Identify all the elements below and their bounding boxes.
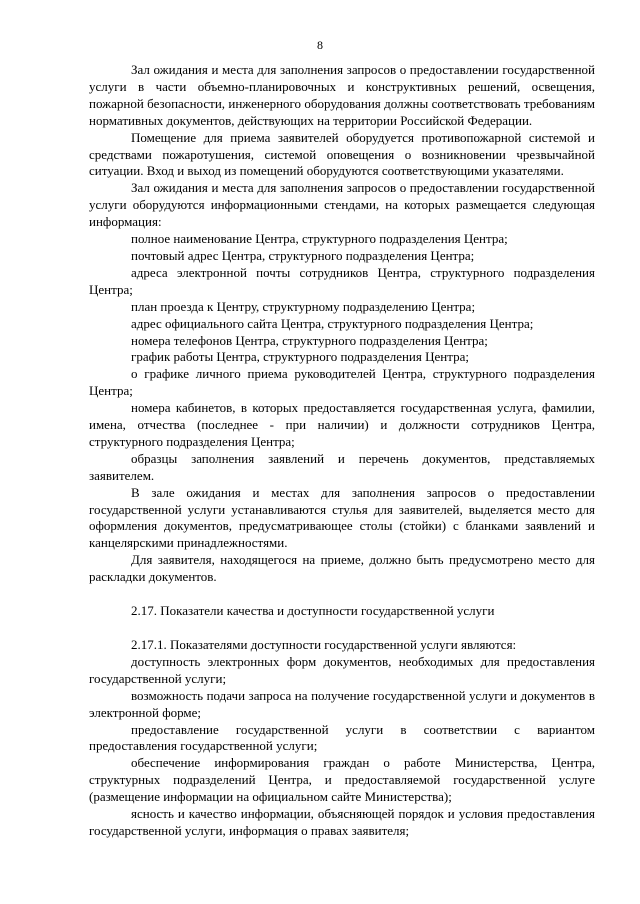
page-number: 8 — [317, 38, 323, 52]
list-item: возможность подачи запроса на получение государственной услуги и документов в электронной форме; — [89, 687, 595, 720]
list-item: полное наименование Центра, структурного подразделения Центра; — [131, 231, 508, 247]
list-item: образцы заполнения заявлений и перечень документов, представляемых заявителем. — [89, 450, 595, 483]
list-item: обеспечение информирования граждан о работе Министерства, Центра, структурных подразделений Центра, и предоставляемой государственной услуге (размещение информации на официальном сайте Министерства); — [89, 755, 595, 805]
paragraph: Зал ожидания и места для заполнения запросов о предоставлении государственной услуги в части объемно-планировочных и конструктивных решений, освещения, пожарной безопасности, инженерного оборудования должны соответствовать требованиям нормативных документов, действующих на территории Российской Федерации. — [89, 62, 595, 128]
paragraph: В зале ожидания и местах для заполнения запросов о предоставлении государственной услуги устанавливаются стулья для заявителей, выделяется место для оформления документов, предусматривающее столы (стойки) с бланками заявлений и канцелярскими принадлежностями. — [89, 484, 595, 551]
list-item: номера кабинетов, в которых предоставляется государственная услуга, фамилии, имена, отчества (последнее - при наличии) и должности сотрудников Центра, структурного подразделения Центра; — [89, 400, 595, 449]
list-item: ясность и качество информации, объясняющей порядок и условия предоставления государственной услуги, информация о правах заявителя; — [89, 806, 595, 838]
list-item: предоставление государственной услуги в соответствии с вариантом предоставления государственной услуги; — [89, 721, 595, 754]
list-item: план проезда к Центру, структурному подразделению Центра; — [131, 298, 476, 314]
paragraph: Для заявителя, находящегося на приеме, должно быть предусмотрено место для раскладки документов. — [89, 552, 595, 585]
document-body — [89, 62, 595, 840]
list-item: номера телефонов Центра, структурного подразделения Центра; — [131, 332, 488, 348]
section-heading: 2.17. Показатели качества и доступности государственной услуги — [131, 603, 495, 619]
paragraph: 2.17.1. Показателями доступности государственной услуги являются: — [131, 637, 517, 652]
list-item: доступность электронных форм документов, необходимых для предоставления государственной услуги; — [89, 653, 595, 686]
paragraph: Помещение для приема заявителей оборудуется противопожарной системой и средствами пожаротушения, системой оповещения о возникновении чрезвычайной ситуации. Вход и выход из помещений оборудуются соответствующими указателями. — [89, 129, 595, 179]
list-item: график работы Центра, структурного подразделения Центра; — [131, 349, 469, 365]
list-item: адреса электронной почты сотрудников Центра, структурного подразделения Центра; — [89, 264, 595, 297]
list-item: о графике личного приема руководителей Центра, структурного подразделения Центра; — [89, 366, 595, 399]
list-item: почтовый адрес Центра, структурного подразделения Центра; — [131, 247, 475, 263]
paragraph: Зал ожидания и места для заполнения запросов о предоставлении государственной услуги оборудуются информационными стендами, на которых размещается следующая информация: — [89, 180, 595, 230]
list-item: адрес официального сайта Центра, структурного подразделения Центра; — [131, 315, 534, 331]
